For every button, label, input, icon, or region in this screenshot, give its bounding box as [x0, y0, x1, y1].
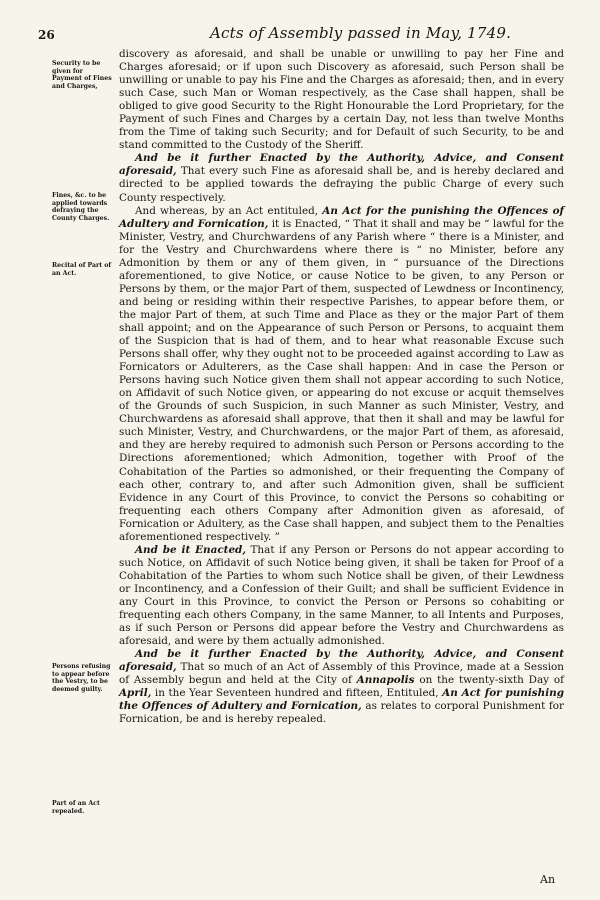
- page-header: [0, 24, 600, 44]
- paragraph-persons-refusing: And be it Enacted, That if any Person or Persons do not appear according to such Notice, on Affidavit of such Notice being given, it shall be taken for Proof of a Cohabitation of the Parties to whom such Notice shall be given, of their Lewdness or Incontinency, and a Confession of their Guilt; and shall be sufficient Evidence in any Court in this Province, to convict the Person or Persons so cohabiting or frequenting each others Company, in the same Manner, to all Intents and Purposes, as if such Person or Persons did appear before the Vestry and Churchwardens as aforesaid, and were by them actually admonished.: [119, 543, 564, 648]
- catchword: An: [540, 873, 556, 886]
- paragraph-fines: And be it further Enacted by the Authority, Advice, and Consent aforesaid, That every such Fine as aforesaid shall be, and is hereby declared and directed to be applied towards the defraying the public Charge of every such County respectively.: [119, 152, 564, 204]
- body-text: [119, 48, 564, 726]
- sidenote-recital: Recital of Part of an Act.: [52, 262, 112, 277]
- enacting-clause: And be it further Enacted by the Authority, Advice, and Consent aforesaid,: [119, 648, 564, 674]
- act-title: An Act for the punishing the Offences of Adultery and Fornication,: [119, 204, 564, 230]
- paragraph-security: discovery as aforesaid, and shall be unable or unwilling to pay her Fine and Charges aforesaid; or if upon such Discovery as aforesaid, such Person shall be unwilling or unable to pay his Fine and the Charges as aforesaid; then, and in every such Case, such Man or Woman respectively, as the Case shall happen, shall be obliged to give good Security to the Right Honourable the Lord Proprietary, for the Payment of such Fines and Charges by a certain Day, not less than twelve Months from the Time of taking such Security; and for Default of such Security, to be and stand committed to the Custody of the Sheriff.: [119, 48, 564, 152]
- month-name: April,: [119, 687, 152, 700]
- page-number: 26: [38, 28, 55, 42]
- running-head: Acts of Assembly passed in May, 1749.: [210, 24, 512, 42]
- act-title: An Act for punishing the Offences of Adultery and Fornication,: [119, 687, 564, 713]
- paragraph-recital: And whereas, by an Act entituled, An Act for the punishing the Offences of Adultery and Fornication, it is Enacted, “ That it shall and may be “ lawful for the Minister, Vestry, and Churchwardens of any Parish where “ there is a Minister, and for the Vestry and Churchwardens where there is “ no Minister, before any Admonition by them or any of them given, in “ pursuance of the Directions aforementioned, to give Notice, or cause Notice to be given, to any Person or Persons by them, or the major Part of them, suspected of Lewdness or Incontinency, and being or residing within their respective Parishes, to appear before them, or the major Part of them, at such Time and Place as they or the major Part of them shall appoint; and on the Appearance of such Person or Persons, to acquaint them of the Suspicion that is had of them, and to hear what reasonable Excuse such Persons shall offer, why they ought not to be proceeded against according to Law as Fornicators or Adulterers, as the Case shall happen: And in case the Person or Persons having such Notice given them shall not appear according to such Notice, on Affidavit of such Notice given, or appearing do not excuse or acquit themselves of the Grounds of such Suspicion, in such Manner as such Minister, Vestry, and Churchwardens as aforesaid shall approve, that then it shall and may be lawful for such Minister, Vestry, and Churchwardens, or the major Part of them, as aforesaid, and they are hereby required to admonish such Person or Persons according to the Directions aforementioned; which Admonition, together with Proof of the Cohabitation of the Parties so admonished, or their frequenting the Company of each other, contrary to, and after such Admonition given, shall be sufficient Evidence in any Court of this Province, to convict the Persons so cohabiting or frequenting each others Company after Admonition given as aforesaid, of Fornication or Adultery, as the Case shall happen, and subject them to the Penalties aforementioned respectively. ”: [119, 204, 564, 543]
- sidenote-fines: Fines, &c. to be applied towards defraying the County Charges.: [52, 192, 110, 222]
- paragraph-repeal: And be it further Enacted by the Authority, Advice, and Consent aforesaid, That so much of an Act of Assembly of this Province, made at a Session of Assembly begun and held at the City of Annapolis on the twenty-sixth Day of April, in the Year Seventeen hundred and fifteen, Entituled, An Act for punishing the Offences of Adultery and Fornication, as relates to corporal Punishment for Fornication, be and is hereby repealed.: [119, 648, 564, 726]
- sidenote-persons-refusing: Persons refusing to appear before the Vestry, to be deemed guilty.: [52, 663, 111, 693]
- sidenote-part-repealed: Part of an Act repealed.: [52, 800, 100, 815]
- enacting-clause: And be it further Enacted by the Authority, Advice, and Consent aforesaid,: [119, 152, 564, 178]
- place-name: Annapolis: [356, 674, 415, 687]
- enacting-clause: And be it Enacted,: [135, 543, 246, 556]
- sidenote-security: Security to be given for Payment of Fines and Charges,: [52, 60, 112, 90]
